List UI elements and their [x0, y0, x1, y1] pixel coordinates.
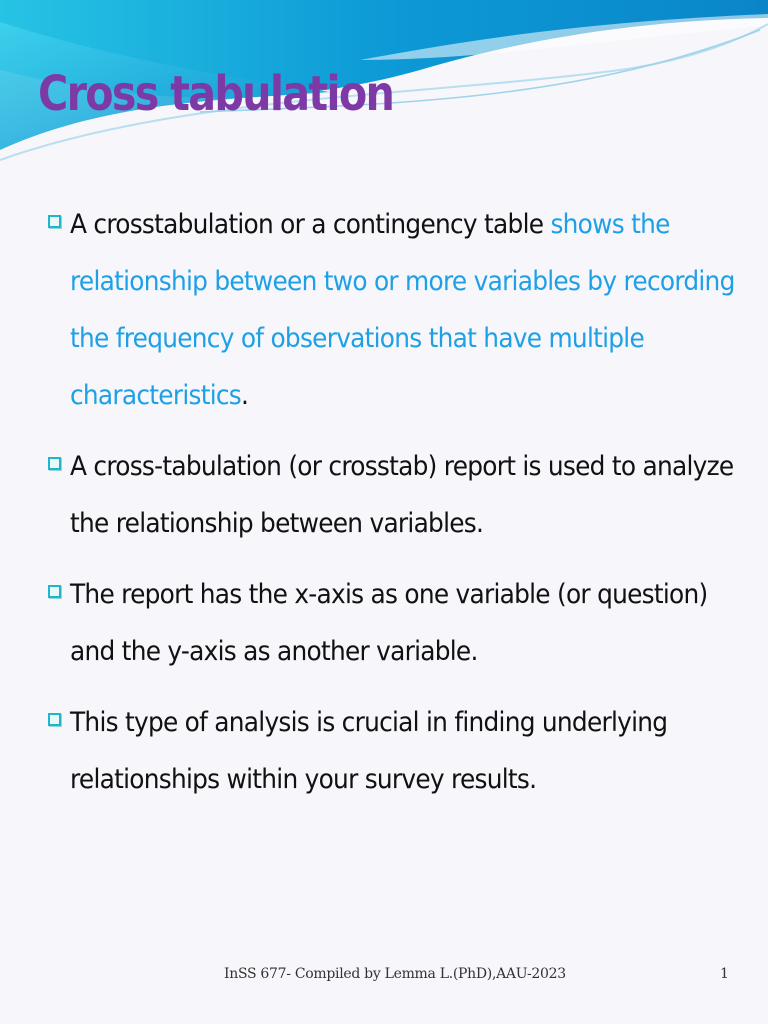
checkbox-bullet-icon — [48, 713, 61, 726]
bullet-tail-text: . — [241, 380, 249, 411]
bullet-text: A cross-tabulation (or crosstab) report is used to analyze the relationship between variables. — [70, 451, 734, 539]
slide-footer — [0, 966, 768, 988]
page-number: 1 — [720, 966, 729, 982]
slide-title: Cross tabulation — [38, 66, 394, 122]
bullet-item — [48, 694, 738, 808]
bullet-lead-text: A crosstabulation or a contingency table — [70, 209, 551, 240]
checkbox-bullet-icon — [48, 585, 61, 598]
bullet-item — [48, 196, 738, 424]
footer-credit: InSS 677- Compiled by Lemma L.(PhD),AAU-2023 — [224, 966, 566, 982]
bullet-text — [70, 196, 742, 424]
bullet-text: This type of analysis is crucial in finding underlying relationships within your survey results. — [70, 707, 668, 795]
checkbox-bullet-icon — [48, 457, 61, 470]
checkbox-bullet-icon — [48, 215, 61, 228]
bullet-item — [48, 438, 738, 552]
bullet-text: The report has the x-axis as one variable (or question) and the y-axis as another variable. — [70, 579, 708, 667]
bullet-list — [48, 196, 738, 808]
bullet-item — [48, 566, 738, 680]
bullet-highlight-text: shows the relationship between two or more variables by recording the frequency of observations that have multiple characteristics — [70, 209, 735, 411]
